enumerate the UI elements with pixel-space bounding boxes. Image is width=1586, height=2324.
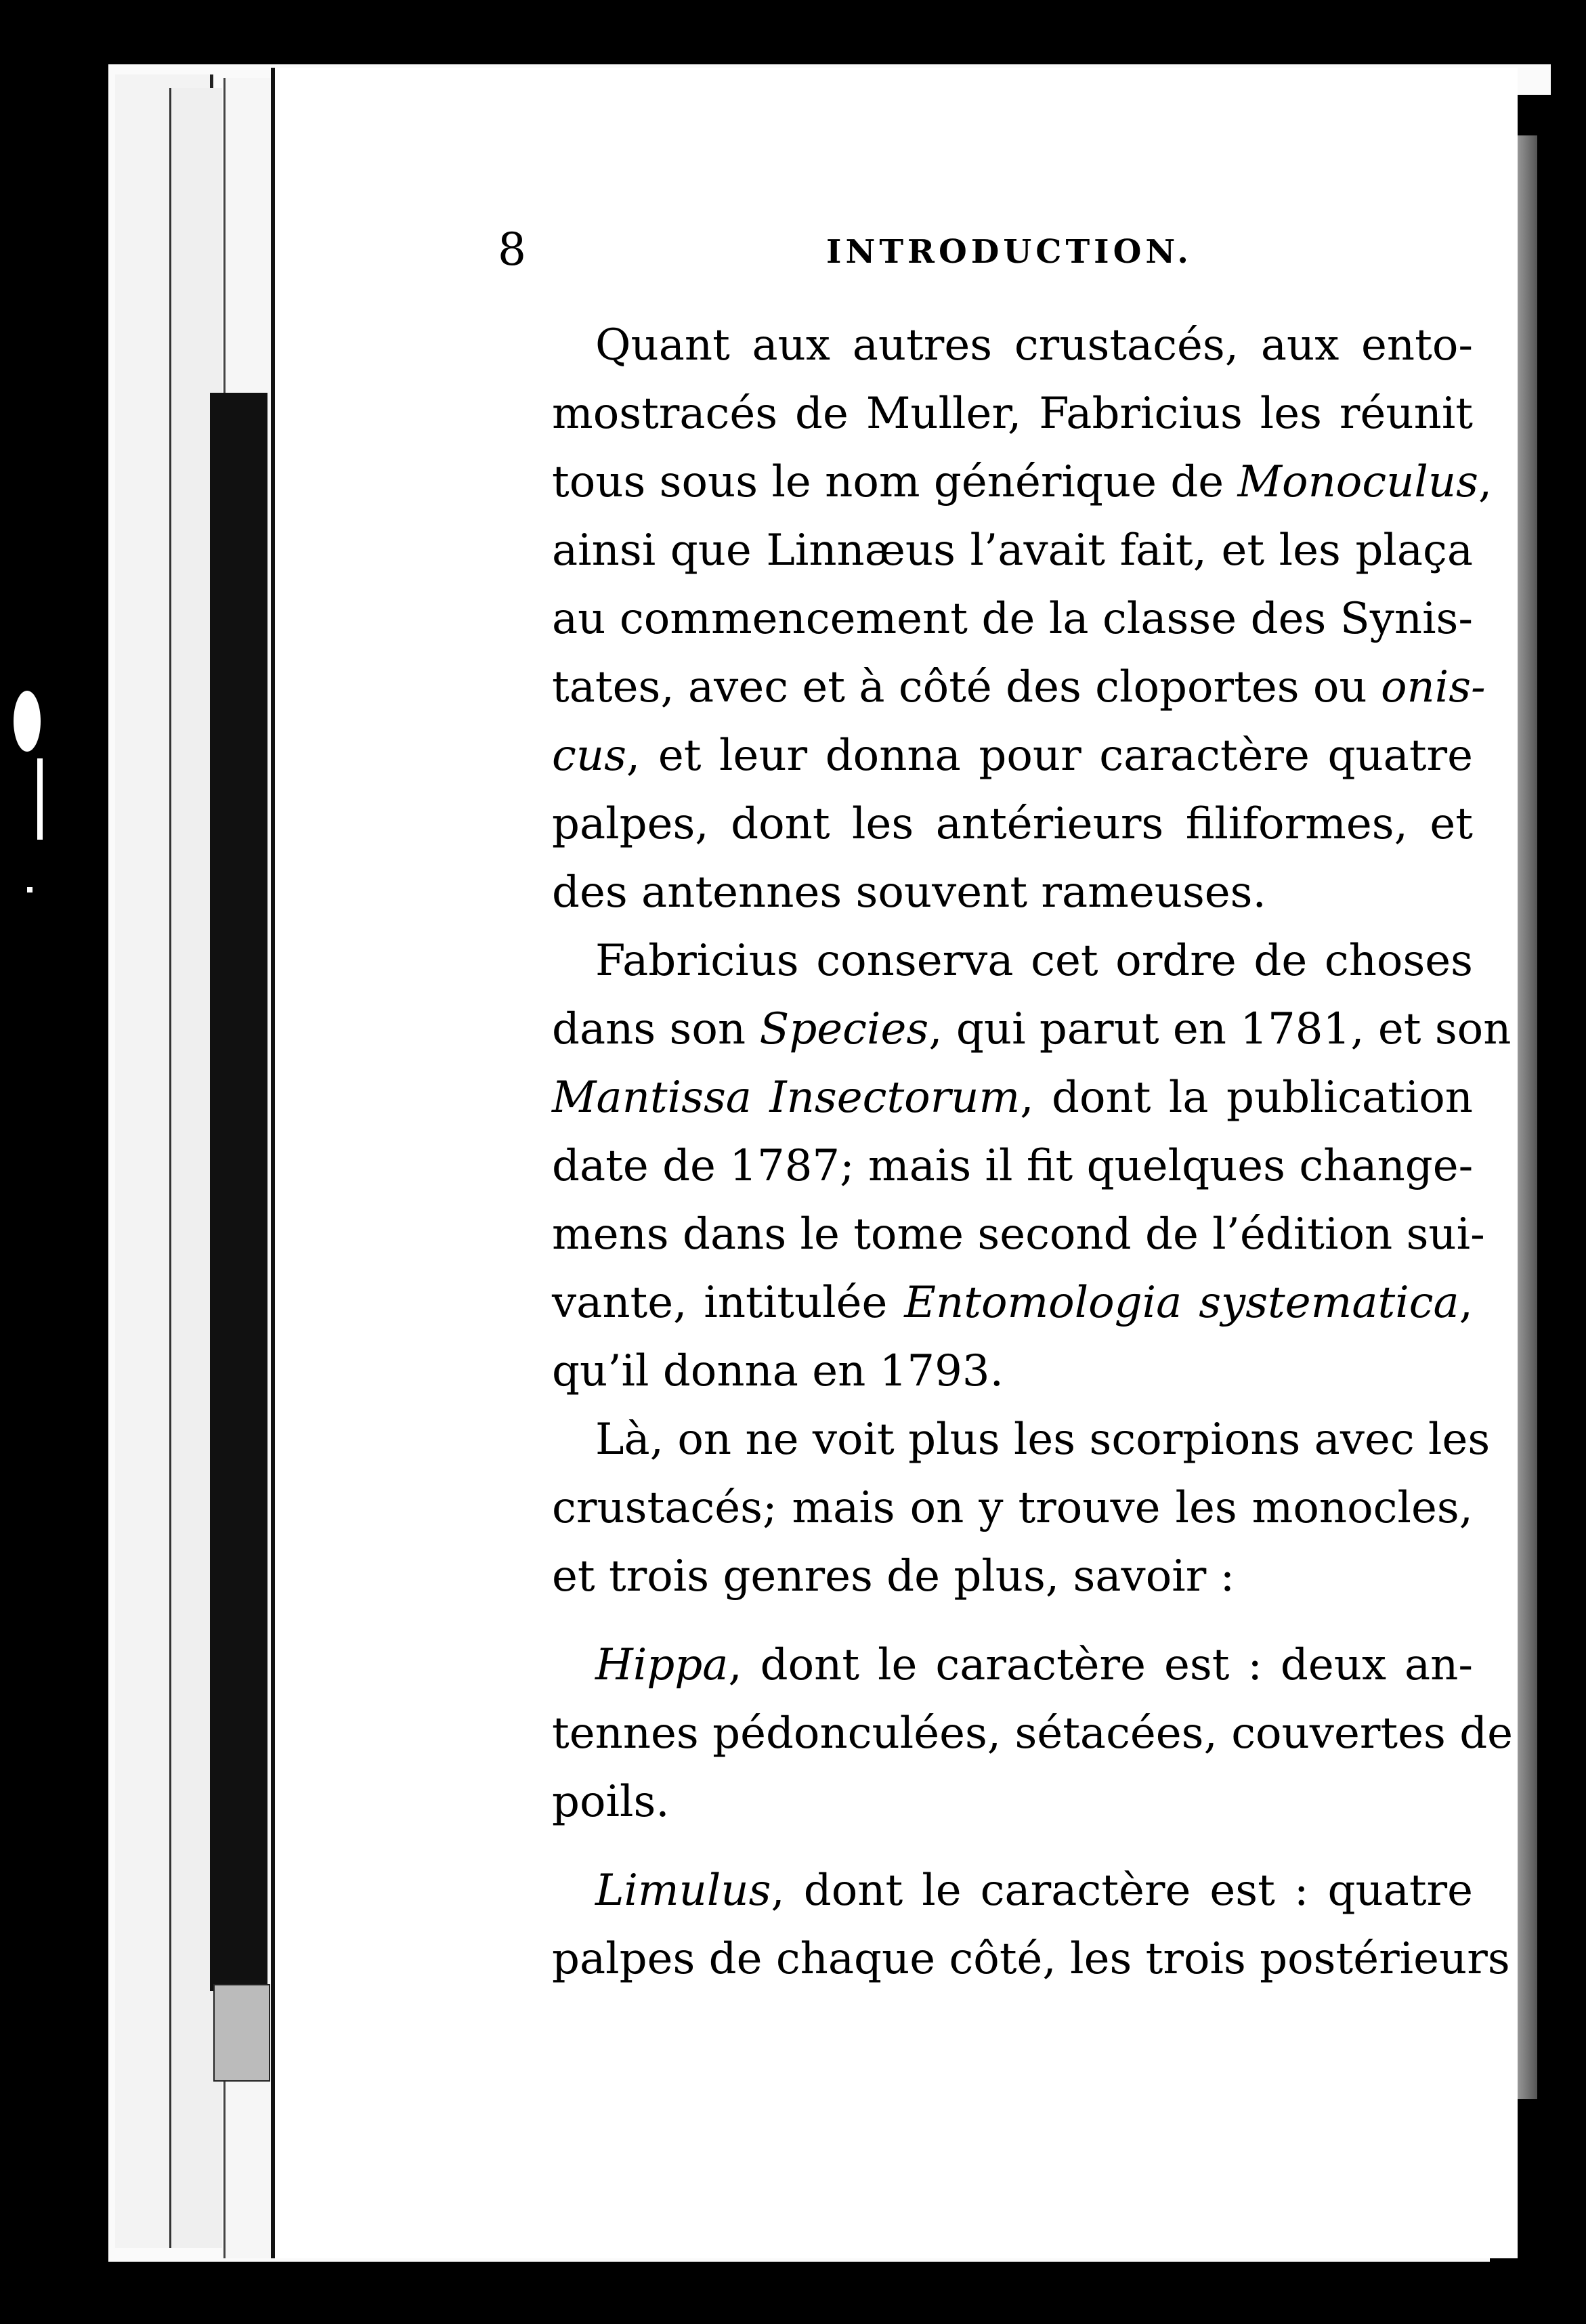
- text-line: palpes de chaque côté, les trois postérieurs: [552, 1934, 1510, 1984]
- text-line: mostracés de Muller, Fabricius les réunit: [552, 389, 1473, 439]
- text-line: Limulus, dont le caractère est : quatre: [595, 1866, 1473, 1916]
- scan-fleck: [27, 887, 33, 892]
- paragraph: [498, 927, 1512, 1406]
- text-line: qu’il donna en 1793.: [552, 1346, 1004, 1396]
- text-line: cus, et leur donna pour caractère quatre: [552, 731, 1473, 781]
- scan-fleck: [37, 758, 43, 840]
- gutter-tail: [213, 1984, 270, 2082]
- text-line: tates, avec et à côté des cloportes ou onis-: [552, 662, 1486, 712]
- text-line: Hippa, dont le caractère est : deux an-: [595, 1640, 1473, 1690]
- scan-background-left: [0, 0, 115, 2324]
- text-line: mens dans le tome second de l’édition sui-: [552, 1209, 1485, 1260]
- body-text: [498, 311, 1514, 1994]
- text-line: Fabricius conserva cet ordre de choses: [595, 936, 1473, 986]
- text-line: au commencement de la classe des Synis-: [552, 594, 1473, 644]
- page-header: [498, 223, 1202, 284]
- text-line: date de 1787; mais il fit quelques change-: [552, 1141, 1474, 1191]
- paragraph: [498, 1631, 1514, 1836]
- text-line: Quant aux autres crustacés, aux ento-: [595, 320, 1473, 370]
- text-line: crustacés; mais on y trouve les monocles,: [552, 1483, 1473, 1533]
- scan-fleck: [14, 691, 41, 752]
- text-line: Là, on ne voit plus les scorpions avec les: [595, 1415, 1491, 1465]
- running-head: INTRODUCTION.: [826, 233, 1193, 271]
- text-line: palpes, dont les antérieurs filiformes, et: [552, 799, 1473, 849]
- text-line: et trois genres de plus, savoir :: [552, 1551, 1235, 1601]
- text-line: des antennes souvent rameuses.: [552, 867, 1266, 918]
- gutter-shadow: [210, 393, 267, 1991]
- page-number: 8: [498, 223, 526, 276]
- text-line: Mantissa Insectorum, dont la publication: [552, 1073, 1473, 1123]
- paragraph: [498, 1857, 1510, 1994]
- paragraph: [498, 1406, 1491, 1611]
- text-line: vante, intitulée Entomologia systematica,: [552, 1278, 1474, 1328]
- text-line: tous sous le nom générique de Monoculus,: [552, 457, 1493, 507]
- paragraph: [498, 311, 1493, 927]
- text-line: tennes pédonculées, sétacées, couvertes de: [552, 1708, 1514, 1759]
- text-line: dans son Species, qui parut en 1781, et son: [552, 1004, 1512, 1054]
- text-line: ainsi que Linnæus l’avait fait, et les plaça: [552, 525, 1473, 576]
- text-line: poils.: [552, 1777, 670, 1827]
